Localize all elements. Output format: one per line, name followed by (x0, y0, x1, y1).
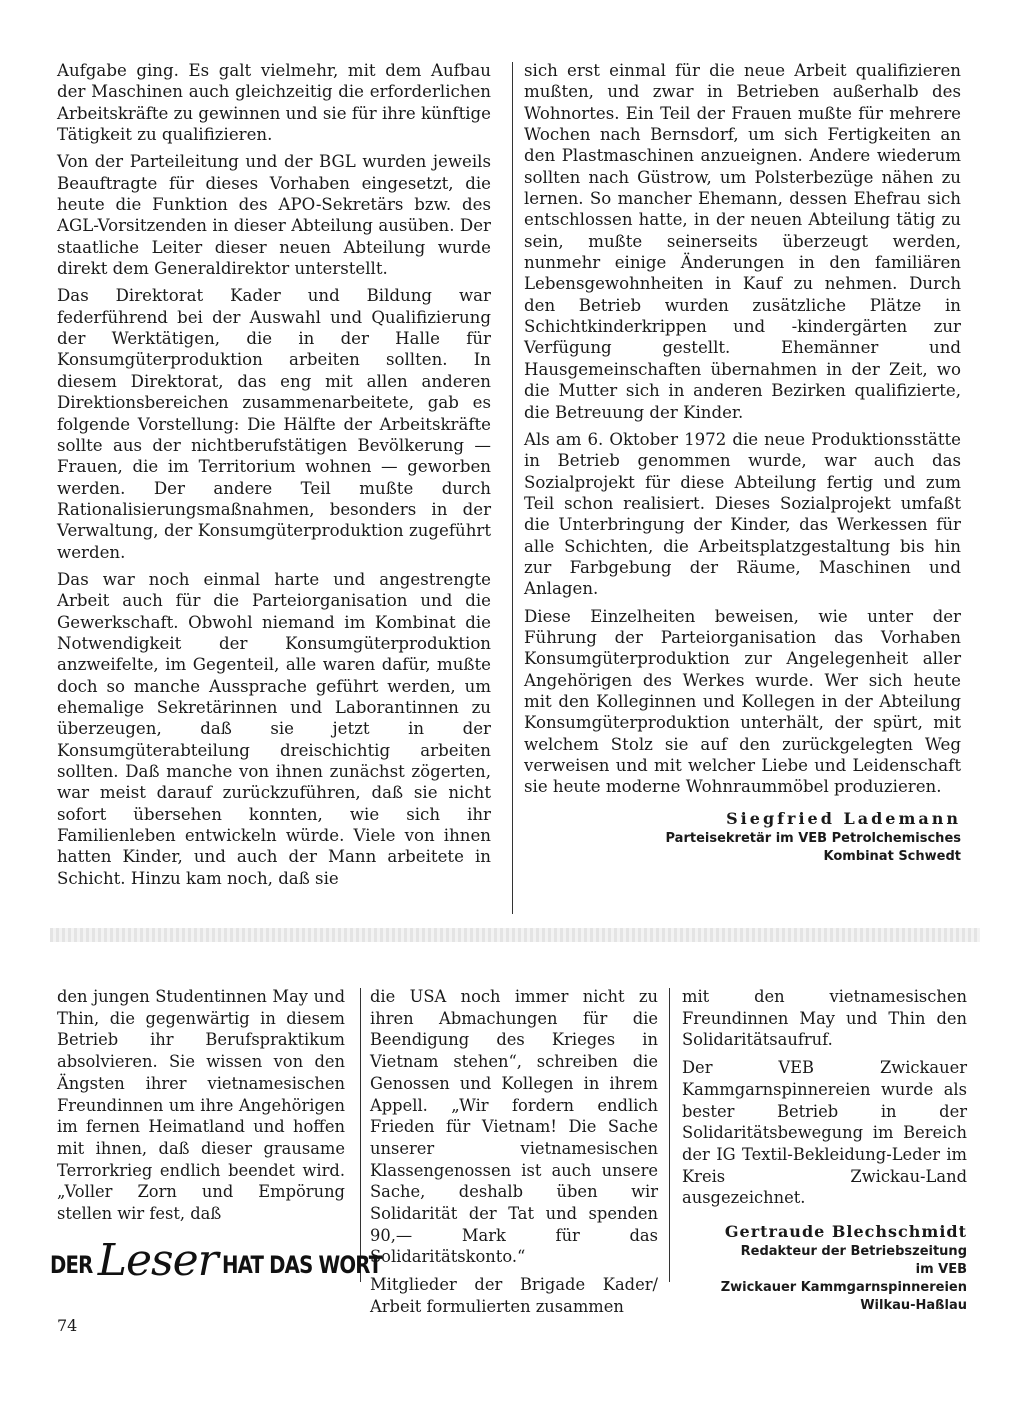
author-name: Siegfried Lademann (726, 808, 961, 828)
article-column-upper-left (57, 60, 491, 895)
paragraph: Diese Einzelheiten beweisen, wie unter der Führung der Parteiorganisation das Vorhaben Konsumgüterproduktion zur Angelegenheit aller Angehörigen des Werkes wurde. Wer sich heute mit den Kolleginnen und Kollegen in der Abteilung Konsumgüterproduktion unterhält, der spürt, mit welchem Stolz sie auf den zurückgelegten Weg verweisen und mit welcher Liebe und Leidenschaft sie heute moderne Wohnraummöbel produzieren. (524, 606, 961, 797)
author-name: Gertraude Blechschmidt (724, 1222, 967, 1242)
column-divider (360, 988, 361, 1282)
paragraph: Das Direktorat Kader und Bildung war federführend bei der Auswahl und Qualifizierung der Werktätigen, die in der Halle für Konsumgüterproduktion arbeiten sollten. In diesem Direktorat, das eng mit allen anderen Direktionsbereichen zusammenarbeitete, gab es folgende Vorstellung: Die Hälfte der Arbeitskräfte sollte aus der nichtberufstätigen Bevölkerung — Frauen, die im Territorium wohnen — geworben werden. Der andere Teil mußte durch Rationalisierungsmaßnahmen, besonders in der Verwaltung, der Konsumgüterproduktion zugeführt werden. (57, 286, 491, 562)
author-signature (524, 808, 961, 866)
paragraph: Der VEB Zwickauer Kammgarnspinnereien wurde als bester Betrieb in der Solidaritätsbewegung im Bereich der IG Textil-Bekleidung-Leder im Kreis Zwickau-Land ausgezeichnet. (682, 1058, 967, 1208)
author-signature (682, 1221, 967, 1315)
logo-text-hat-das-wort: HAT DAS WORT (221, 1251, 382, 1279)
logo-text-der: DER (50, 1251, 93, 1279)
author-role: Redakteur der Betriebszeitung (740, 1244, 967, 1260)
paragraph: die USA noch immer nicht zu ihren Abmachungen für die Beendigung des Krieges in Vietnam stehen“, schreiben die Genossen und Kollegen in ihrem Appell. „Wir fordern endlich Frieden für Vietnam! Die Sache unserer vietnamesischen Klassengenossen ist auch unsere Sache, deshalb üben wir Solidarität der Tat und spenden 90,— Mark für das Solidaritätskonto.“ (370, 987, 658, 1267)
column-divider (512, 62, 513, 914)
column-divider (669, 988, 670, 1282)
section-logo (50, 1234, 382, 1294)
letter-column-2 (370, 986, 658, 1324)
paragraph: mit den vietnamesischen Freundinnen May und Thin den Solidaritätsaufruf. (682, 987, 967, 1050)
paragraph: Als am 6. Oktober 1972 die neue Produktionsstätte in Betrieb genommen wurde, war auch das Sozialprojekt für diese Abteilung fertig und zum Teil schon realisiert. Dieses Sozialprojekt umfaßt die Unterbringung der Kinder, das Werkessen für alle Schichten, die Arbeitsplatzgestaltung bis hin zur Farbgebung der Räume, Maschinen und Anlagen. (524, 429, 961, 599)
paragraph: Aufgabe ging. Es galt vielmehr, mit dem Aufbau der Maschinen auch gleichzeitig die erforderlichen Arbeitskräfte zu gewinnen und sie für ihre künftige Tätigkeit zu qualifizieren. (57, 61, 491, 145)
section-separator (50, 928, 980, 942)
letter-column-3 (682, 986, 967, 1315)
letter-column-1 (57, 986, 345, 1231)
paragraph: Mitglieder der Brigade Kader/ Arbeit formulierten zusammen (370, 1275, 658, 1316)
author-role: Wilkau-Haßlau (860, 1298, 967, 1314)
paragraph: Von der Parteileitung und der BGL wurden jeweils Beauftragte für dieses Vorhaben eingesetzt, die heute die Funktion des APO-Sekretärs bzw. des AGL-Vorsitzenden in dieser Abteilung ausüben. Der staatliche Leiter dieser neuen Abteilung wurde direkt dem Generaldirektor unterstellt. (57, 152, 491, 279)
author-role: Parteisekretär im VEB Petrolchemisches (665, 830, 961, 846)
paragraph: sich erst einmal für die neue Arbeit qualifizieren mußten, und zwar in Betrieben außerhalb des Wohnortes. Ein Teil der Frauen mußte für mehrere Wochen nach Bernsdorf, um sich Fertigkeiten an den Plastmaschinen anzueignen. Andere wiederum sollten nach Güstrow, um Polsterbezüge nähen zu lernen. So mancher Ehemann, dessen Ehefrau sich entschlossen hatte, in der neuen Abteilung tätig zu sein, mußte seinerseits überzeugt werden, nunmehr einige Änderungen in den familiären Lebensgewohnheiten in Kauf zu nehmen. Durch den Betrieb wurden zusätzliche Plätze in Schichtkinderkrippen und -kindergärten zur Verfügung gestellt. Ehemänner und Hausgemeinschaften übernahmen in der Zeit, wo die Mutter sich in anderen Bezirken qualifizierte, die Betreuung der Kinder. (524, 61, 961, 422)
paragraph: den jungen Studentinnen May und Thin, die gegenwärtig in diesem Betrieb ihr Berufspraktikum absolvieren. Sie wissen von den Ängsten ihrer vietnamesischen Freundinnen um ihre Angehörigen im fernen Heimatland und hoffen mit ihnen, daß dieser grausame Terrorkrieg endlich beendet wird. „Voller Zorn und Empörung stellen wir fest, daß (57, 987, 345, 1224)
author-role: Zwickauer Kammgarnspinnereien (720, 1280, 967, 1296)
author-role: Kombinat Schwedt (823, 848, 961, 864)
paragraph: Das war noch einmal harte und angestrengte Arbeit auch für die Parteiorganisation und die Gewerkschaft. Obwohl niemand im Kombinat die Notwendigkeit der Konsumgüterproduktion anzweifelte, im Gegenteil, alle waren dafür, mußte doch so manche Aussprache geführt werden, um ehemalige Sekretärinnen und Laborantinnen zu überzeugen, daß sie jetzt in der Konsumgüterabteilung dreischichtig arbeiten sollten. Daß manche von ihnen zunächst zögerten, war meist darauf zurückzuführen, daß sie nicht sofort übersehen konnten, wie sich ihr Familienleben entwickeln würde. Viele von ihnen hatten Kinder, und auch der Mann arbeitete in Schicht. Hinzu kam noch, daß sie (57, 569, 491, 888)
article-column-upper-right (524, 60, 961, 866)
page-number: 74 (57, 1316, 78, 1335)
logo-text-leser: Leser (97, 1234, 218, 1286)
author-role: im VEB (915, 1262, 967, 1278)
